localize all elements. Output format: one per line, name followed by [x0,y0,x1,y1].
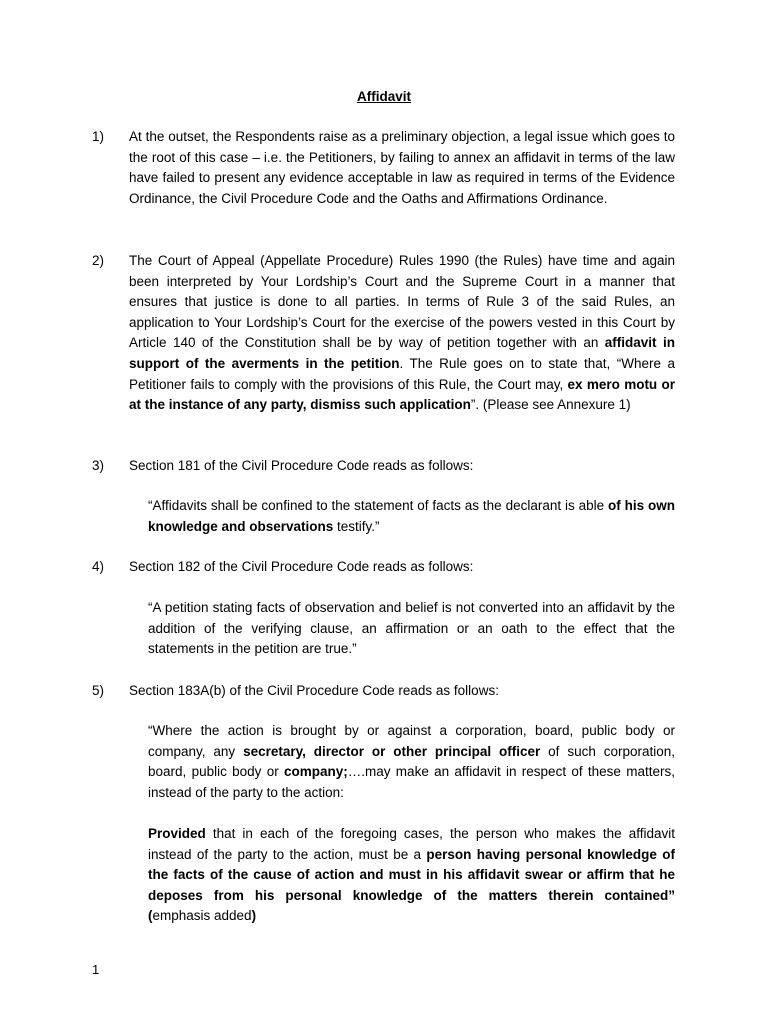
item-text: The Court of Appeal (Appellate Procedure) Rules 1990 (the Rules) have time and again been interpreted by Your Lordship’s Court and the Supreme Court in a manner that ensures that justice is done to all parties. In terms of Rule 3 of the said Rules, an application to Your Lordship’s Court for the exercise of the powers vested in this Court by Article 140 of the Constitution shall be by way of petition together with an affidavit in support of the averments in the petition. The Rule goes on to state that, “Where a Petitioner fails to comply with the provisions of this Rule, the Court may, ex mero motu or at the instance of any party, dismiss such application”. (Please see Annexure 1) [129,253,675,413]
item-number: 4) [92,559,105,574]
item-number: 1) [92,129,105,144]
page-title: Affidavit [357,89,411,104]
item-text: At the outset, the Respondents raise as a preliminary objection, a legal issue which goes to the root of this case – i.e. the Petitioners, by failing to annex an affidavit in terms of the law have failed to present any evidence acceptable in law as required in terms of the Evidence Ordinance, the Civil Procedure Code and the Oaths and Affirmations Ordinance. [129,129,675,206]
quote-section-181: “Affidavits shall be confined to the statement of facts as the declarant is able of his own knowledge and observations testify.” [148,498,675,534]
item-number: 5) [92,683,105,698]
item-text: Section 183A(b) of the Civil Procedure Code reads as follows: [129,683,499,698]
page-number: 1 [92,962,100,977]
quote-section-183a-proviso: Provided that in each of the foregoing cases, the person who makes the affidavit instead of the party to the action, must be a person having personal knowledge of the facts of the cause of action and must in his affidavit swear or affirm that he deposes from his personal knowledge of the matters therein contained” (emphasis added) [148,826,675,924]
item-text: Section 181 of the Civil Procedure Code reads as follows: [129,458,474,473]
item-number: 2) [92,253,105,268]
item-number: 3) [92,458,105,473]
quote-section-182: “A petition stating facts of observation and belief is not converted into an affidavit by the addition of the verifying clause, an affirmation or an oath to the effect that the statements in the petition are true.” [148,600,675,657]
item-text: Section 182 of the Civil Procedure Code reads as follows: [129,559,474,574]
quote-section-183a: “Where the action is brought by or against a corporation, board, public body or company, any secretary, director or other principal officer of such corporation, board, public body or company;….may make an affidavit in respect of these matters, instead of the party to the action: [148,723,675,800]
